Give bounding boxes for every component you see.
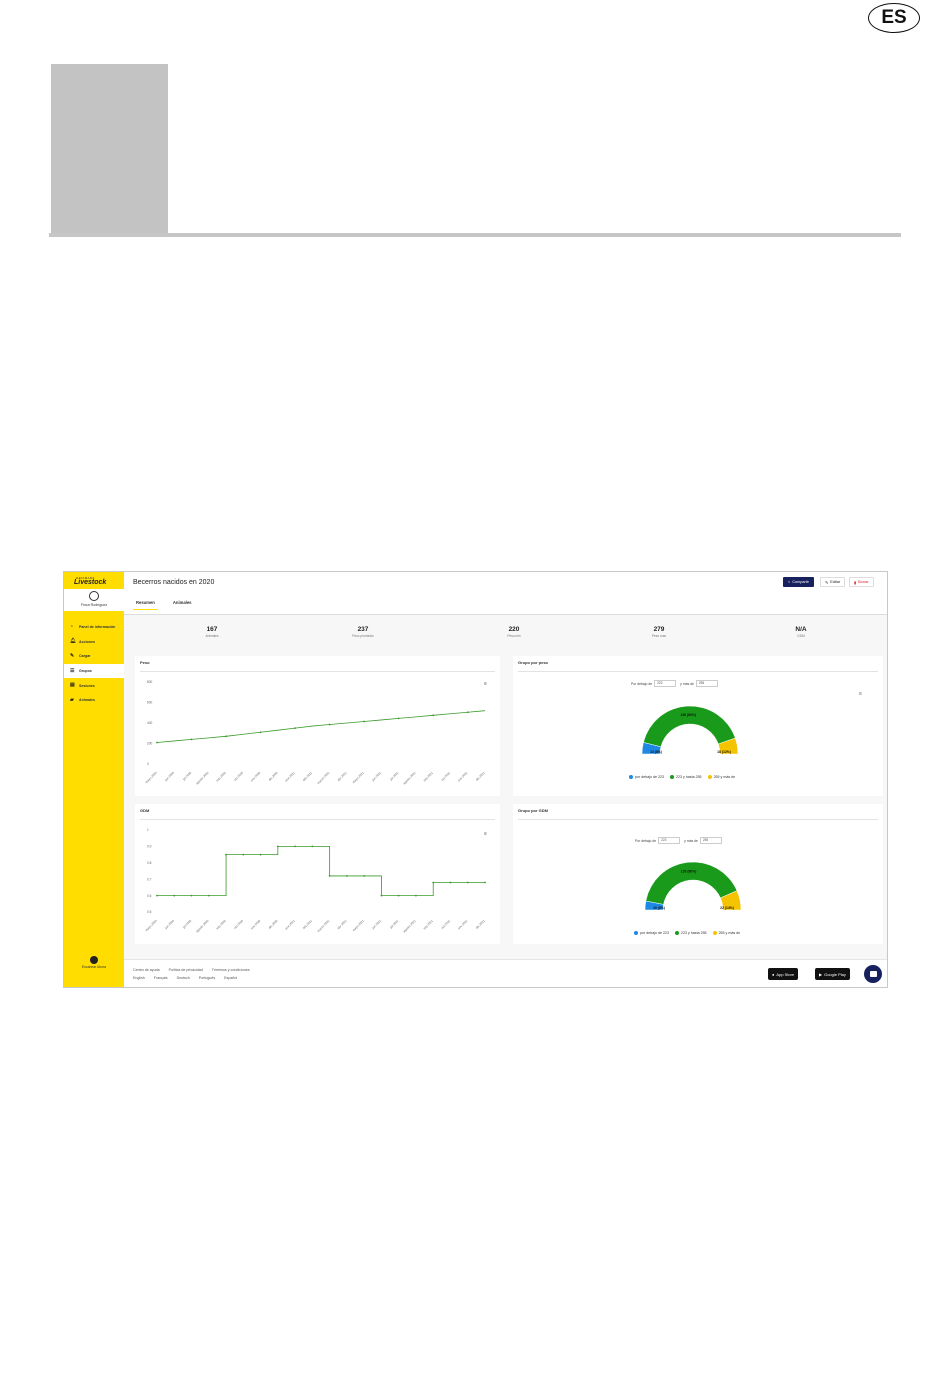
y-tick-label: 0.8 (147, 861, 152, 865)
peso-card (135, 656, 500, 796)
x-tick-label: ene 2021 (284, 918, 296, 931)
x-tick-label: nov 2020 (249, 918, 262, 931)
legend-label: 223 y hasta 255 (675, 775, 702, 779)
legend-label: 255 y más de (713, 775, 736, 779)
menu-icon[interactable]: ≡ (484, 831, 487, 837)
sidebar-item-cargar[interactable] (64, 649, 124, 664)
play-icon: ▶ (819, 971, 823, 977)
language-badge: ES (868, 3, 920, 33)
user-avatar-icon (89, 591, 99, 601)
data-point (225, 735, 227, 737)
menu-icon[interactable]: ≡ (859, 691, 862, 697)
stat-value: 279 (653, 626, 665, 633)
sidebar-item-label: Cargar (79, 654, 91, 659)
data-point (450, 882, 452, 884)
y-tick-label: 0 (147, 762, 149, 767)
dashboard-icon: ◔ (70, 623, 74, 630)
stat-label: Peso min (507, 634, 521, 638)
y-tick-label: 800 (147, 680, 153, 685)
help-link[interactable]: Centro de ayuda (133, 968, 160, 972)
x-tick-label: dic 2021 (474, 918, 486, 930)
sidebar-item-label: Acciones (79, 639, 95, 644)
user-profile[interactable] (64, 589, 124, 611)
y-tick-label: 400 (147, 721, 153, 726)
gdm-card (135, 804, 500, 944)
x-tick-label: oct 2020 (233, 918, 245, 930)
pencil-icon: ✎ (70, 652, 75, 659)
app-store-badge[interactable] (768, 968, 798, 980)
trash-icon: ▮ (854, 580, 857, 585)
x-tick-label: mayo 2020 (144, 770, 158, 785)
legend-dot (670, 775, 674, 779)
legend-dot (708, 775, 712, 779)
stat-peso-min (484, 626, 544, 638)
x-tick-label: jun 2020 (163, 918, 175, 930)
x-tick-label: nov 2021 (456, 918, 469, 931)
sidebar-nav (64, 620, 124, 708)
card-title: Peso (140, 660, 150, 665)
gauge-slice (643, 706, 735, 747)
share-label: Compartir (792, 580, 809, 584)
stat-value: 220 (508, 626, 520, 633)
gdm-line-chart (135, 804, 500, 944)
card-title: Grupo por GDM (518, 808, 548, 813)
stat-animales (182, 626, 242, 638)
stat-value: N/A (795, 626, 807, 633)
slice-label: 10 (6%) (653, 906, 665, 910)
legend-item[interactable] (629, 775, 664, 779)
sidebar-item-label: Animales (79, 698, 95, 703)
slice-label: 18 (12%) (717, 750, 731, 754)
x-tick-label: sep 2021 (422, 770, 434, 783)
share-button[interactable] (783, 577, 814, 587)
data-point (398, 895, 400, 897)
sidebar-item-grupos[interactable] (64, 664, 124, 679)
stat-peso-promedio (333, 626, 393, 638)
x-tick-label: sep 2021 (422, 918, 434, 931)
edit-button[interactable] (820, 577, 845, 587)
stats-row (124, 626, 888, 644)
cow-icon: ▰ (70, 696, 74, 703)
x-tick-label: dic 2020 (267, 770, 279, 782)
legend-label: 255 y más de (718, 931, 741, 935)
grupo-peso-card (513, 656, 883, 796)
sidebar-item-label: Grupos (79, 669, 92, 674)
pencil-icon: ✎ (825, 580, 829, 585)
x-tick-label: nov 2021 (456, 770, 469, 783)
sidebar-item-label: Sesiones (79, 683, 95, 688)
data-point (311, 846, 313, 848)
stat-gdm (771, 626, 831, 638)
legend-label: por debajo de 223 (640, 931, 669, 935)
lang-fr[interactable]: Français (153, 976, 168, 980)
x-tick-label: abr 2021 (336, 918, 348, 931)
x-tick-label: ene 2021 (284, 770, 296, 783)
slice-label: 13 (8%) (650, 750, 662, 754)
sidebar-item-label: Panel de información (79, 625, 116, 630)
x-tick-label: jul 2020 (181, 918, 193, 930)
above-label: y más de (680, 681, 694, 686)
stat-label: Peso max (651, 634, 667, 638)
y-tick-label: 600 (147, 700, 153, 705)
x-tick-label: agosto 2020 (194, 918, 210, 934)
y-tick-label: 0.7 (147, 877, 152, 882)
lang-pt[interactable]: Português (198, 976, 216, 980)
x-tick-label: marzo 2021 (316, 918, 331, 933)
edit-label: Editar (830, 580, 841, 584)
legend-item[interactable] (634, 931, 669, 935)
x-tick-label: dic 2020 (267, 918, 279, 930)
x-tick-label: oct 2021 (440, 918, 452, 930)
grupo-gdm-card (513, 804, 883, 944)
legend-label: por debajo de 223 (635, 775, 664, 779)
legend-dot (713, 931, 717, 935)
tab-animales[interactable]: Animales (172, 600, 192, 605)
sidebar-item-panel[interactable] (64, 620, 124, 635)
x-tick-label: agosto 2021 (402, 770, 417, 786)
data-point (346, 875, 348, 877)
above-input[interactable]: 255 (696, 680, 718, 687)
y-tick-label: 0.5 (147, 910, 152, 915)
legend-dot (634, 931, 638, 935)
legend-item[interactable] (670, 775, 702, 779)
x-tick-label: jun 2020 (163, 770, 175, 782)
scan-icon[interactable] (90, 956, 98, 964)
stat-peso-max (629, 626, 689, 638)
chat-icon[interactable] (864, 965, 882, 983)
lang-de[interactable]: Deutsch (176, 976, 190, 980)
stat-value: 237 (357, 626, 369, 633)
x-tick-label: oct 2021 (440, 770, 452, 782)
data-point (294, 846, 296, 848)
tab-bar (133, 600, 206, 610)
data-point (156, 895, 158, 897)
data-point (432, 714, 434, 716)
data-point (225, 854, 227, 856)
data-point (467, 882, 469, 884)
data-point (294, 727, 296, 729)
scan-now-link[interactable]: Escanear Ahora (81, 965, 107, 969)
stat-value: 167 (206, 626, 218, 633)
x-tick-label: oct 2020 (233, 770, 245, 782)
stat-label: Peso promedio (352, 634, 374, 638)
document-icon: ▤ (70, 682, 75, 689)
menu-icon[interactable]: ≡ (484, 681, 487, 687)
sidebar-item-acciones[interactable] (64, 635, 124, 650)
share-icon: < (788, 580, 791, 584)
x-tick-label: mayo 2021 (351, 918, 365, 933)
list-icon: ☰ (70, 667, 75, 674)
data-point (415, 895, 417, 897)
sidebar-item-animales[interactable] (64, 693, 124, 708)
x-tick-label: jun 2021 (371, 770, 383, 782)
page-title: Becerros nacidos en 2020 (133, 579, 215, 586)
lang-es[interactable]: Español (224, 976, 238, 980)
brand-logo[interactable]: Livestock (74, 579, 107, 586)
stat-label: Animales (205, 634, 219, 638)
data-point (277, 846, 279, 848)
data-point (381, 895, 383, 897)
below-label: Por debajo de (635, 838, 657, 843)
x-tick-label: sep 2020 (215, 770, 227, 783)
series-line (157, 711, 485, 743)
data-point (260, 854, 262, 856)
x-tick-label: jul 2021 (389, 770, 400, 782)
below-label: Por debajo de (631, 681, 653, 686)
sidebar (64, 572, 124, 988)
data-point (173, 895, 175, 897)
peso-line-chart (135, 656, 500, 796)
x-tick-label: marzo 2021 (316, 770, 331, 785)
apple-icon: ● (772, 971, 775, 977)
card-title: GDM (140, 808, 150, 813)
brand-maker: DATAMARS (76, 576, 95, 580)
tab-resumen[interactable]: Resumen (133, 600, 158, 610)
data-point (260, 731, 262, 733)
x-tick-label: jul 2020 (181, 770, 193, 782)
data-point (329, 724, 331, 726)
app-screenshot (63, 571, 888, 988)
data-point (191, 895, 193, 897)
data-point (156, 742, 158, 744)
app-store-label: App Store (776, 971, 795, 977)
y-tick-label: 1 (147, 828, 149, 833)
user-name: Finca Rodríguez (80, 603, 108, 607)
sidebar-item-sesiones[interactable] (64, 678, 124, 693)
data-point (363, 875, 365, 877)
gauge-legend (629, 775, 741, 779)
terms-link[interactable]: Términos y condiciones (211, 968, 250, 972)
x-tick-label: nov 2020 (249, 770, 262, 783)
legend-label: 223 y hasta 255 (680, 931, 707, 935)
stat-label: GDM (797, 634, 805, 638)
y-tick-label: 0.6 (147, 893, 152, 898)
data-point (363, 721, 365, 723)
below-input[interactable]: 223 (658, 837, 680, 844)
legend-dot (675, 931, 679, 935)
footer-links (133, 968, 259, 972)
data-point (398, 717, 400, 719)
below-input[interactable]: 223 (654, 680, 676, 687)
x-tick-label: mayo 2020 (144, 918, 158, 933)
bell-icon: 🔔︎ (70, 638, 77, 645)
gdm-gauge-chart (513, 804, 883, 944)
card-title: Grupo por peso (518, 660, 548, 665)
data-point (208, 895, 210, 897)
data-point (484, 882, 486, 884)
lang-en[interactable]: English (133, 976, 145, 980)
legend-item[interactable] (708, 775, 736, 779)
x-tick-label: feb 2021 (301, 770, 314, 782)
x-tick-label: mayo 2021 (351, 770, 365, 785)
x-tick-label: jul 2021 (389, 918, 400, 930)
delete-label: Borrar (858, 580, 869, 584)
slice-label: 135 (80%) (680, 869, 697, 874)
group-header (124, 572, 888, 615)
data-point (242, 854, 244, 856)
footer (124, 959, 888, 988)
x-tick-label: agosto 2021 (402, 918, 417, 934)
series-line (157, 846, 485, 895)
x-tick-label: jun 2021 (371, 918, 383, 930)
gauge-legend (634, 931, 746, 935)
x-tick-label: dic 2021 (474, 770, 486, 782)
main-content (124, 572, 888, 988)
privacy-link[interactable]: Política de privacidad (168, 968, 203, 972)
above-label: y más de (684, 838, 698, 843)
google-play-badge[interactable] (815, 968, 850, 980)
data-point (467, 711, 469, 713)
legend-item[interactable] (713, 931, 741, 935)
above-input[interactable]: 255 (700, 837, 722, 844)
data-point (329, 875, 331, 877)
x-tick-label: agosto 2020 (194, 770, 210, 786)
y-tick-label: 0.9 (147, 844, 152, 849)
header-divider (49, 233, 901, 237)
x-tick-label: feb 2021 (301, 918, 314, 930)
legend-dot (629, 775, 633, 779)
language-links (133, 976, 246, 980)
header-placeholder-block (51, 64, 168, 234)
x-tick-label: abr 2021 (336, 770, 348, 783)
slice-label: 22 (14%) (720, 906, 734, 910)
legend-item[interactable] (675, 931, 707, 935)
x-tick-label: sep 2020 (215, 918, 227, 931)
data-point (432, 882, 434, 884)
slice-label: 136 (80%) (680, 713, 696, 718)
google-play-label: Google Play (824, 971, 846, 977)
delete-button[interactable] (849, 577, 874, 587)
y-tick-label: 200 (147, 741, 153, 746)
data-point (191, 739, 193, 741)
